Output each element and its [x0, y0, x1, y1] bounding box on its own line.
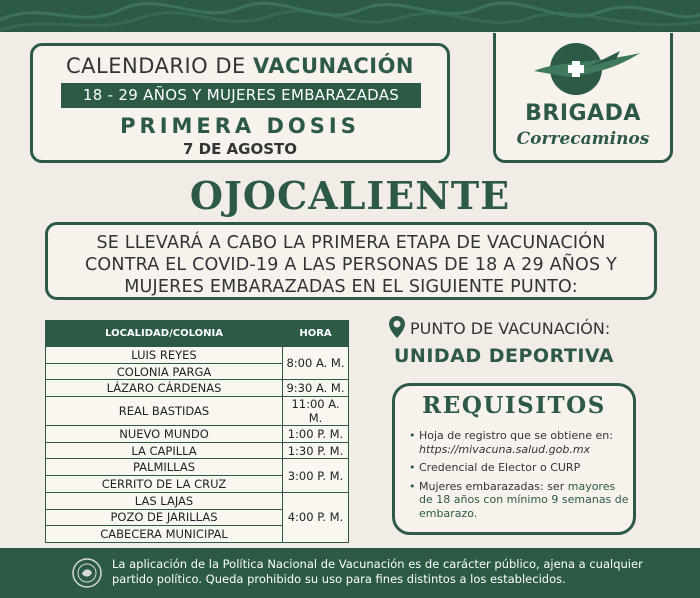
place-cell: LÁZARO CÁRDENAS: [46, 380, 283, 397]
roadrunner-logo-icon: [528, 41, 644, 97]
vaccination-point-name: UNIDAD DEPORTIVA: [394, 345, 615, 367]
footer-band: [0, 548, 700, 598]
city-title: OJOCALIENTE: [189, 173, 511, 218]
place-cell: CERRITO DE LA CRUZ: [46, 476, 283, 493]
place-cell: LA CAPILLA: [46, 442, 283, 459]
time-cell: 9:30 A. M.: [283, 380, 349, 397]
description-box: [45, 222, 657, 300]
place-cell: POZO DE JARILLAS: [46, 509, 283, 526]
time-cell: 1:30 P. M.: [283, 442, 349, 459]
dose-label: PRIMERA DOSIS: [120, 114, 360, 138]
table-row: [46, 492, 349, 509]
requirements-box: [392, 383, 636, 535]
time-cell: 4:00 P. M.: [283, 492, 349, 542]
table-row: [46, 380, 349, 397]
description-line: CONTRA EL COVID-19 A LAS PERSONAS DE 18 A 29 AÑOS Y: [85, 255, 617, 275]
place-cell: LUIS REYES: [46, 347, 283, 364]
place-cell: CABECERA MUNICIPAL: [46, 526, 283, 543]
brigada-logo-box: [493, 33, 673, 163]
column-header-place: LOCALIDAD/COLONIA: [46, 321, 283, 347]
brigada-name: BRIGADA: [525, 101, 641, 126]
place-cell: NUEVO MUNDO: [46, 426, 283, 443]
column-header-time: HORA: [283, 321, 349, 347]
place-cell: LAS LAJAS: [46, 492, 283, 509]
brigada-subtitle: Correcaminos: [516, 129, 650, 149]
ornament-pattern-icon: [0, 0, 700, 32]
time-cell: 3:00 P. M.: [283, 459, 349, 492]
location-pin-icon: [388, 315, 406, 339]
top-decorative-band: [0, 0, 700, 32]
place-cell: COLONIA PARGA: [46, 363, 283, 380]
schedule-table: [45, 320, 349, 543]
legal-disclaimer: La aplicación de la Política Nacional de Vacunación es de carácter público, ajena a cualquier partido político. Queda prohibido su uso para fines distintos a los establecidos.: [112, 557, 643, 586]
registration-url: https://mivacuna.salud.gob.mx: [419, 442, 591, 456]
age-group-banner: 18 - 29 AÑOS Y MUJERES EMBARAZADAS: [61, 83, 421, 108]
dose-date: 7 DE AGOSTO: [182, 140, 298, 158]
table-row: [46, 459, 349, 476]
time-cell: 1:00 P. M.: [283, 426, 349, 443]
national-seal-icon: [72, 558, 102, 588]
table-row: [46, 426, 349, 443]
place-cell: PALMILLAS: [46, 459, 283, 476]
requirements-title: REQUISITOS: [422, 392, 606, 419]
table-row: [46, 397, 349, 426]
vaccination-point-label: PUNTO DE VACUNACIÓN:: [410, 319, 611, 338]
calendar-title: CALENDARIO DE VACUNACIÓN: [65, 54, 414, 78]
description-text: [48, 232, 654, 298]
table-row: [46, 442, 349, 459]
list-item: • Hoja de registro que se obtiene en: https://mivacuna.salud.gob.mx: [409, 429, 631, 456]
description-line: SE LLEVARÁ A CABO LA PRIMERA ETAPA DE VACUNACIÓN: [96, 233, 606, 253]
place-cell: REAL BASTIDAS: [46, 397, 283, 426]
table-header-row: [46, 321, 349, 347]
list-item: • Credencial de Elector o CURP: [409, 461, 631, 475]
list-item: • Mujeres embarazadas: ser mayores de 18 años con mínimo 9 semanas de embarazo.: [409, 480, 631, 521]
time-cell: 11:00 A. M.: [283, 397, 349, 426]
requirements-list: [409, 429, 631, 525]
table-row: [46, 347, 349, 364]
time-cell: 8:00 A. M.: [283, 347, 349, 380]
description-line: MUJERES EMBARAZADAS EN EL SIGUIENTE PUNTO:: [124, 277, 578, 297]
calendar-title-box: [30, 43, 450, 163]
